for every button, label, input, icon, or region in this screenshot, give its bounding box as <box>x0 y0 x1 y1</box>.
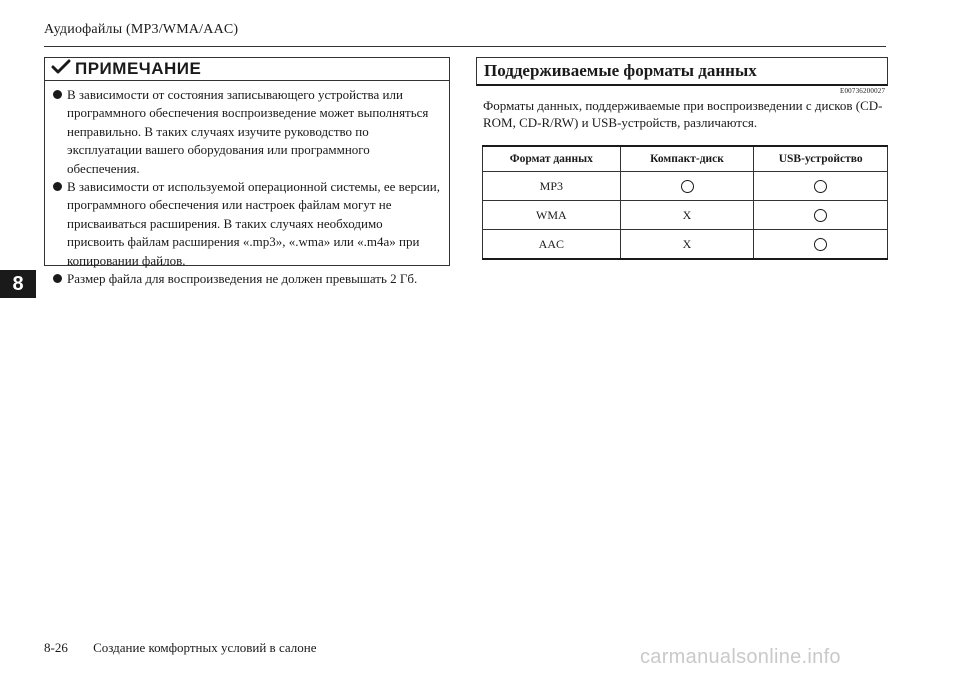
cd-support-cell: X <box>620 230 754 260</box>
note-item-text: Размер файла для воспроизведения не должен превышать 2 Гб. <box>67 271 418 287</box>
note-item <box>53 270 443 288</box>
chapter-name: Создание комфортных условий в салоне <box>93 640 317 655</box>
column-header-format: Формат данных <box>483 146 621 172</box>
supported-circle-icon <box>814 238 827 251</box>
bullet-icon <box>53 274 62 283</box>
chapter-tab: 8 <box>0 270 36 298</box>
note-header <box>45 58 449 81</box>
column-header-cd: Компакт-диск <box>620 146 754 172</box>
table-header-row <box>483 146 888 172</box>
page-footer <box>44 640 316 656</box>
checkmark-icon <box>51 59 71 80</box>
formats-table <box>482 145 888 260</box>
format-cell: MP3 <box>483 172 621 201</box>
watermark-text: carmanualsonline.info <box>640 646 841 668</box>
format-cell: AAC <box>483 230 621 260</box>
note-list <box>45 81 449 288</box>
running-header: Аудиофайлы (MP3/WMA/AAC) <box>44 22 239 37</box>
header-rule <box>44 46 886 47</box>
table-body <box>483 172 888 260</box>
reference-code: E00736200027 <box>840 87 886 95</box>
bullet-icon <box>53 90 62 99</box>
section-heading-box <box>476 57 888 86</box>
format-cell: WMA <box>483 201 621 230</box>
usb-support-cell <box>754 230 888 260</box>
note-title: ПРИМЕЧАНИЕ <box>75 59 202 78</box>
page-number: 8-26 <box>44 640 68 655</box>
table-row <box>483 201 888 230</box>
table-row <box>483 172 888 201</box>
note-item <box>53 178 443 270</box>
usb-support-cell <box>754 201 888 230</box>
note-item <box>53 86 443 178</box>
note-box <box>44 57 450 287</box>
usb-support-cell <box>754 172 888 201</box>
supported-circle-icon <box>814 209 827 222</box>
bullet-icon <box>53 182 62 191</box>
note-item-text: В зависимости от состояния записывающего устройства или программного обеспечения воспроизведение может выполняться неправильно. В таких случаях изучите руководство по эксплуатации вашего оборудования или программного обеспечения. <box>67 87 429 176</box>
column-header-usb: USB-устройство <box>754 146 888 172</box>
table-row <box>483 230 888 260</box>
note-item-text: В зависимости от используемой операционной системы, ее версии, программного обеспечения или настроек файлам могут не присваиваться расширения. В таких случаях необходимо присвоить файлам расширения «.mp3», «.wma» или «.m4a» при копировании файлов. <box>67 179 440 268</box>
supported-circle-icon <box>814 180 827 193</box>
supported-circle-icon <box>681 180 694 193</box>
cd-support-cell: X <box>620 201 754 230</box>
cd-support-cell <box>620 172 754 201</box>
section-title: Поддерживаемые форматы данных <box>484 61 757 80</box>
section-intro: Форматы данных, поддерживаемые при воспроизведении с дисков (CD-ROM, CD-R/RW) и USB-устройств, различаются. <box>483 98 883 130</box>
